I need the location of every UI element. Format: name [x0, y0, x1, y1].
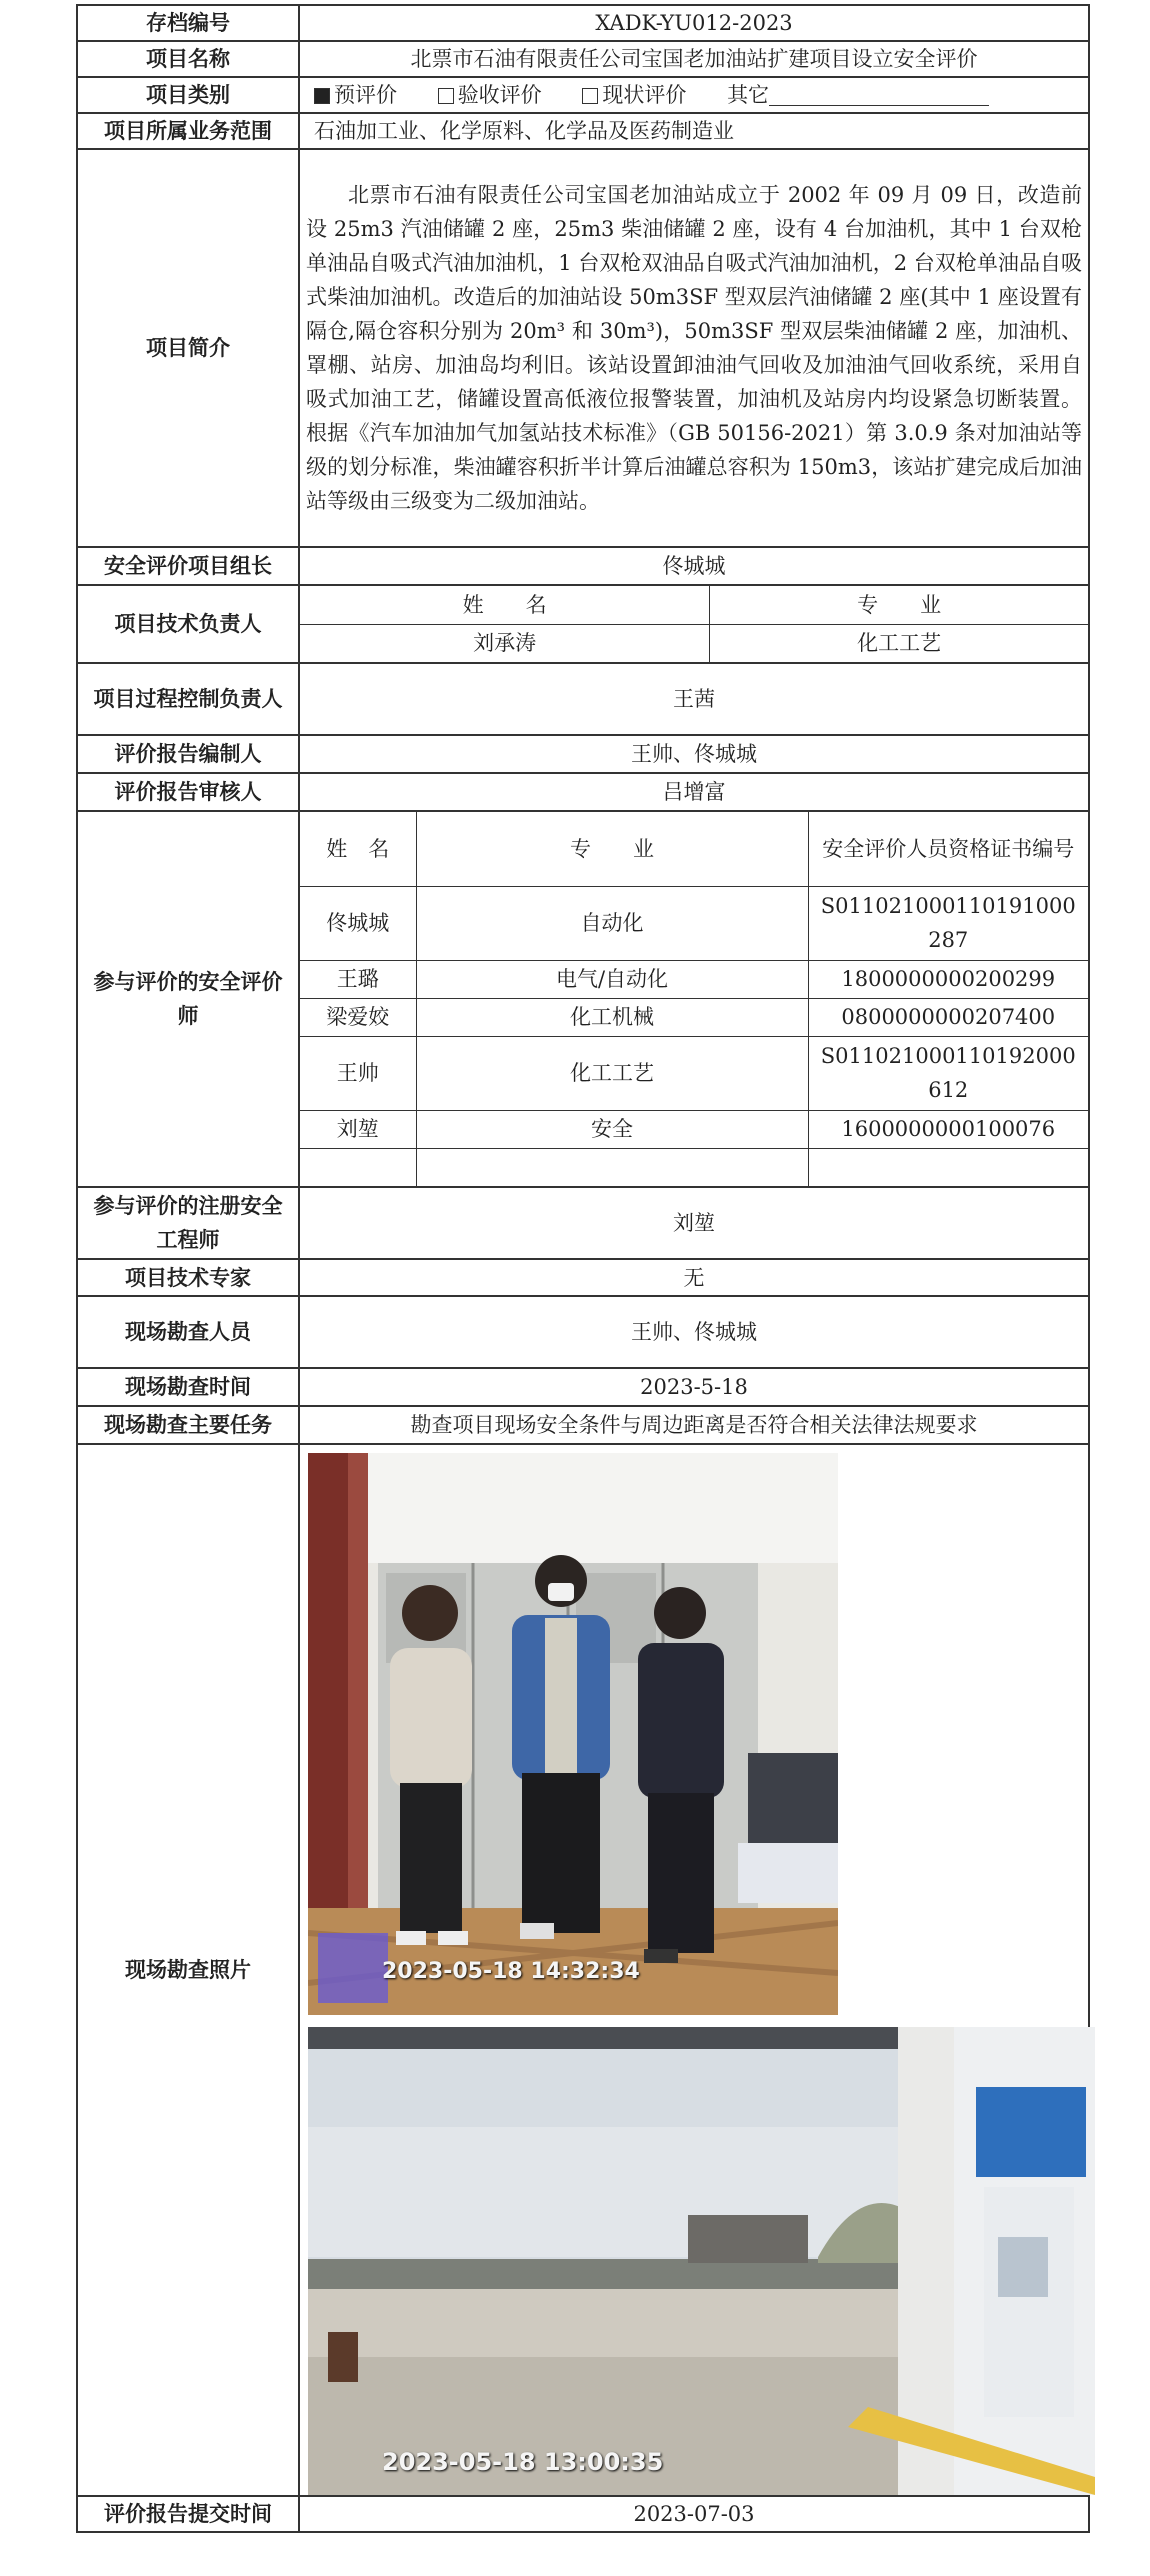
- tech-lead-table: [300, 586, 1088, 662]
- report-writer-label: 评价报告编制人: [77, 735, 299, 773]
- process-control-value: 王茜: [299, 663, 1089, 735]
- assessors-cell: [299, 811, 1089, 1187]
- assessor-major: 化工工艺: [416, 1036, 808, 1110]
- archive-no-label: 存档编号: [77, 5, 299, 41]
- row-tech-lead: [77, 585, 1089, 663]
- site-staff-label: 现场勘查人员: [77, 1296, 299, 1368]
- assessor-cert: 1800000000200299: [808, 960, 1088, 998]
- type-option-pre: [314, 83, 397, 107]
- tech-expert-value: 无: [299, 1259, 1089, 1296]
- type-option-status: [582, 83, 686, 107]
- tech-lead-name-header: 姓 名: [300, 586, 710, 624]
- photo-station-timestamp: 2023-05-18 13:00:35: [382, 2448, 664, 2476]
- site-photo-staff: [308, 1453, 838, 2015]
- row-report-writer: [77, 735, 1089, 773]
- assessor-name-empty: [300, 1148, 416, 1186]
- project-name-value: 北票市石油有限责任公司宝国老加油站扩建项目设立安全评价: [299, 41, 1089, 77]
- site-photos-cell: [299, 1444, 1089, 2496]
- team-leader-label: 安全评价项目组长: [77, 547, 299, 585]
- assessors-col-cert: 安全评价人员资格证书编号: [808, 812, 1088, 886]
- type-option-acceptance-label: 验收评价: [457, 83, 542, 107]
- tech-lead-major-header: 专 业: [710, 586, 1088, 624]
- assessor-cert: S011021000110191000287: [808, 886, 1088, 960]
- row-reg-engineer: [77, 1187, 1089, 1259]
- row-site-task: [77, 1406, 1089, 1444]
- assessor-cert: S011021000110192000612: [808, 1036, 1088, 1110]
- table-row-empty: [300, 1148, 1088, 1186]
- tech-lead-cell: [299, 585, 1089, 663]
- tech-lead-label: 项目技术负责人: [77, 585, 299, 663]
- row-site-photos: [77, 1444, 1089, 2496]
- site-photo-station: [308, 2027, 1095, 2495]
- report-writer-value: 王帅、佟城城: [299, 735, 1089, 773]
- type-option-pre-label: 预评价: [334, 83, 397, 107]
- table-row: [300, 1110, 1088, 1148]
- type-other-blank: [769, 83, 989, 106]
- assessors-label: 参与评价的安全评价师: [77, 811, 299, 1187]
- assessor-cert: 0800000000207400: [808, 998, 1088, 1036]
- checkbox-empty-icon: [438, 88, 454, 104]
- row-business-scope: [77, 113, 1089, 149]
- table-row: [300, 998, 1088, 1036]
- row-site-time: [77, 1368, 1089, 1406]
- assessor-name: 王璐: [300, 960, 416, 998]
- project-type-options: [299, 77, 1089, 113]
- submit-time-label: 评价报告提交时间: [77, 2496, 299, 2532]
- team-leader-value: 佟城城: [299, 547, 1089, 585]
- assessors-table: [300, 812, 1088, 1186]
- row-submit-time: [77, 2496, 1089, 2532]
- assessor-cert-empty: [808, 1148, 1088, 1186]
- site-task-label: 现场勘查主要任务: [77, 1406, 299, 1444]
- project-type-label: 项目类别: [77, 77, 299, 113]
- business-scope-label: 项目所属业务范围: [77, 113, 299, 149]
- business-scope-value: 石油加工业、化学原料、化学品及医药制造业: [299, 113, 1089, 149]
- row-project-summary: [77, 149, 1089, 547]
- summary-label: 项目简介: [77, 149, 299, 547]
- row-project-type: [77, 77, 1089, 113]
- checkbox-empty-icon: [582, 88, 598, 104]
- assessor-major: 化工机械: [416, 998, 808, 1036]
- assessor-major: 安全: [416, 1110, 808, 1148]
- archive-no-value: XADK-YU012-2023: [299, 5, 1089, 41]
- row-archive-no: [77, 5, 1089, 41]
- assessors-col-name: 姓 名: [300, 812, 416, 886]
- report-reviewer-label: 评价报告审核人: [77, 773, 299, 811]
- type-option-status-label: 现状评价: [602, 83, 687, 107]
- table-row: [300, 886, 1088, 960]
- assessor-name: 刘堃: [300, 1110, 416, 1148]
- photo-staff-illustration: [308, 1453, 838, 2015]
- project-name-label: 项目名称: [77, 41, 299, 77]
- site-staff-value: 王帅、佟城城: [299, 1296, 1089, 1368]
- site-time-label: 现场勘查时间: [77, 1368, 299, 1406]
- record-form-table: [76, 4, 1090, 2533]
- tech-lead-major: 化工工艺: [710, 624, 1088, 662]
- assessor-major: 电气/自动化: [416, 960, 808, 998]
- assessor-name: 佟城城: [300, 886, 416, 960]
- table-row: [300, 1036, 1088, 1110]
- row-tech-expert: [77, 1259, 1089, 1296]
- row-process-control: [77, 663, 1089, 735]
- assessor-name: 王帅: [300, 1036, 416, 1110]
- site-task-value: 勘查项目现场安全条件与周边距离是否符合相关法律法规要求: [299, 1406, 1089, 1444]
- row-project-name: [77, 41, 1089, 77]
- reg-engineer-value: 刘堃: [299, 1187, 1089, 1259]
- row-assessors: [77, 811, 1089, 1187]
- assessor-cert: 1600000000100076: [808, 1110, 1088, 1148]
- assessor-name: 梁爱姣: [300, 998, 416, 1036]
- checkbox-checked-icon: [314, 88, 330, 104]
- reg-engineer-label: 参与评价的注册安全工程师: [77, 1187, 299, 1259]
- process-control-label: 项目过程控制负责人: [77, 663, 299, 735]
- tech-expert-label: 项目技术专家: [77, 1259, 299, 1296]
- row-site-staff: [77, 1296, 1089, 1368]
- submit-time-value: 2023-07-03: [299, 2496, 1089, 2532]
- type-option-acceptance: [438, 83, 542, 107]
- row-report-reviewer: [77, 773, 1089, 811]
- site-photos-label: 现场勘查照片: [77, 1444, 299, 2496]
- table-row: [300, 960, 1088, 998]
- assessors-col-major: 专 业: [416, 812, 808, 886]
- photo-station-illustration: [308, 2027, 1095, 2495]
- row-team-leader: [77, 547, 1089, 585]
- site-time-value: 2023-5-18: [299, 1368, 1089, 1406]
- summary-text: 北票市石油有限责任公司宝国老加油站成立于 2002 年 09 月 09 日，改造前设 25m3 汽油储罐 2 座，25m3 柴油储罐 2 座，设有 4 台加油机，其中 1 台双枪单油品自吸式汽油加油机，1 台双枪双油品自吸式汽油加油机，2 台双枪单油品自吸式柴油加油机。改造后的加油站设 50m3SF 型双层汽油储罐 2 座(其中 1 座设置有隔仓,隔仓容积分别为 20m³ 和 30m³)，50m3SF 型双层柴油储罐 2 座，加油机、罩棚、站房、加油岛均利旧。该站设置卸油油气回收及加油油气回收系统，采用自吸式加油工艺，储罐设置高低液位报警装置，加油机及站房内均设紧急切断装置。根据《汽车加油加气加氢站技术标准》（GB 50156-2021）第 3.0.9 条对加油站等级的划分标准，柴油罐容积折半计算后油罐总容积为 150m3，该站扩建完成后加油站等级由三级变为二级加油站。: [299, 149, 1089, 547]
- type-option-other-label: 其它: [727, 83, 770, 107]
- tech-lead-name: 刘承涛: [300, 624, 710, 662]
- photo-staff-timestamp: 2023-05-18 14:32:34: [382, 1959, 640, 1984]
- assessor-major-empty: [416, 1148, 808, 1186]
- assessors-header-row: [300, 812, 1088, 886]
- assessment-record-sheet: [76, 4, 1090, 2533]
- assessor-major: 自动化: [416, 886, 808, 960]
- report-reviewer-value: 吕增富: [299, 773, 1089, 811]
